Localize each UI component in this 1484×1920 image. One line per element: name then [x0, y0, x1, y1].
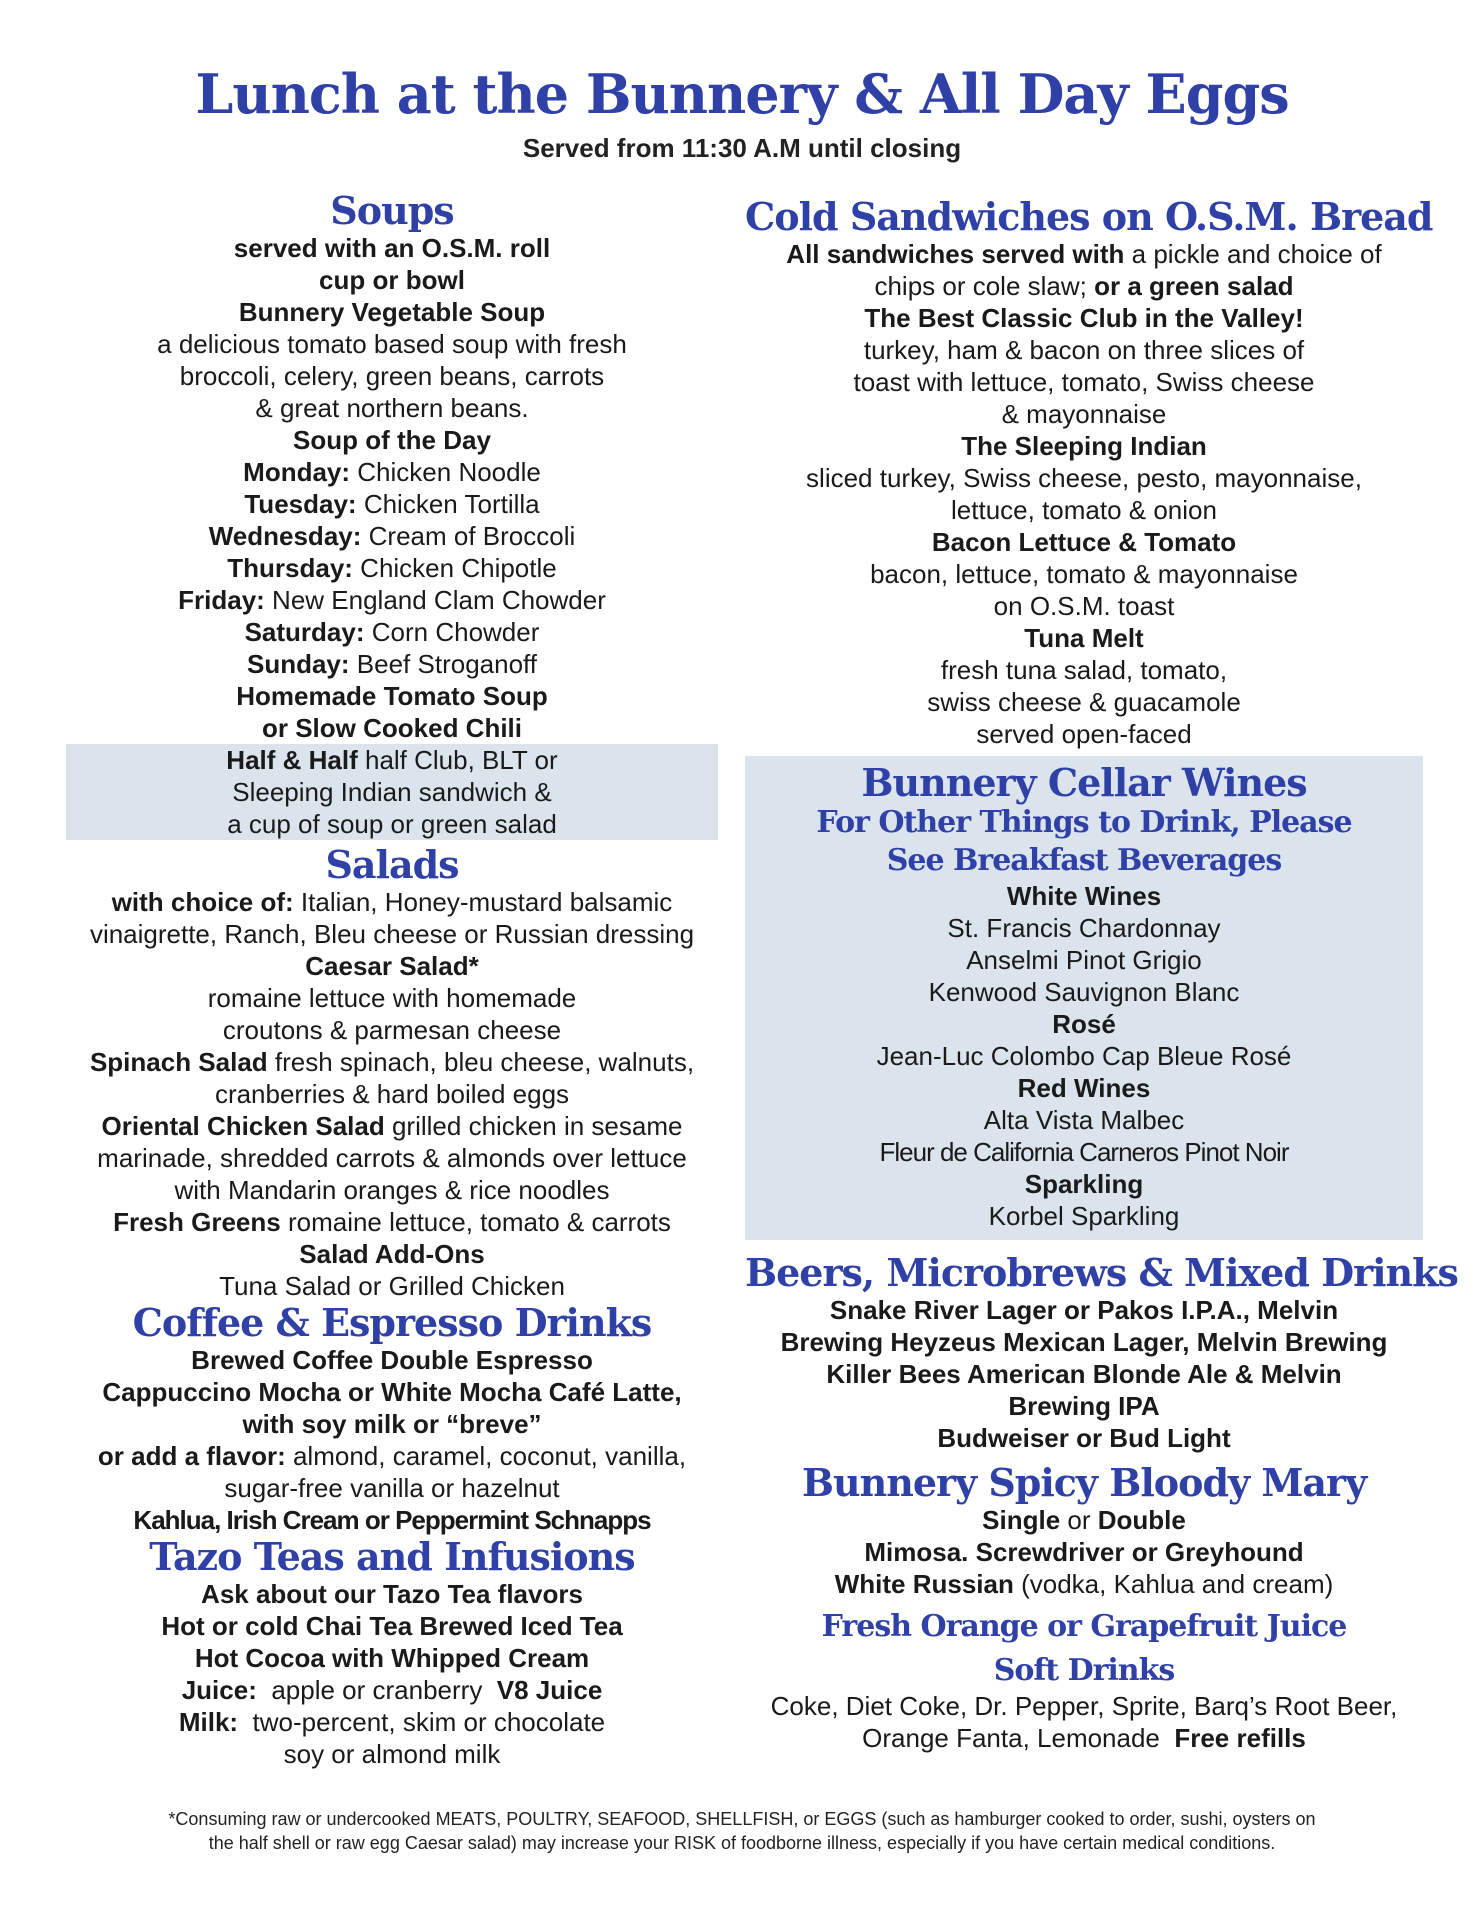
veg-soup-name: Bunnery Vegetable Soup: [238, 297, 546, 327]
tuna-desc: swiss cheese & guacamole: [927, 687, 1241, 717]
disclaimer-line: the half shell or raw egg Caesar salad) may increase your RISK of foodborne illness, especially if you have certain medical conditions.: [208, 1833, 1276, 1853]
club-desc: & mayonnaise: [1001, 399, 1167, 429]
wines-subheading: See Breakfast Beverages: [886, 843, 1282, 878]
rose-label: Rosé: [1052, 1009, 1116, 1039]
half-and-half-item: Half & Half half Club, BLT or: [226, 745, 558, 775]
tea-line: Hot or cold Chai Tea Brewed Iced Tea: [161, 1611, 623, 1641]
right-column: [745, 190, 1458, 1754]
oriental-salad-desc: with Mandarin oranges & rice noodles: [174, 1175, 610, 1205]
teas-heading: Tazo Teas and Infusions: [149, 1534, 635, 1579]
fresh-greens: Fresh Greens romaine lettuce, tomato & carrots: [113, 1207, 671, 1237]
half-and-half-desc: a cup of soup or green salad: [227, 809, 557, 839]
foodborne-disclaimer: [80, 1807, 1404, 1855]
soup-day-item: Friday: New England Clam Chowder: [178, 585, 606, 615]
coffee-liqueurs: Kahlua, Irish Cream or Peppermint Schnapps: [133, 1505, 651, 1535]
sparkling-label: Sparkling: [1024, 1169, 1144, 1199]
beer-line: Brewing IPA: [1008, 1391, 1160, 1421]
left-column: [66, 190, 718, 1770]
beer-line: Killer Bees American Blonde Ale & Melvin: [826, 1359, 1342, 1389]
red-wines-label: Red Wines: [1017, 1073, 1151, 1103]
soup-day-item: Sunday: Beef Stroganoff: [246, 649, 538, 679]
soft-drinks-heading: Soft Drinks: [993, 1653, 1175, 1688]
disclaimer-line: *Consuming raw or undercooked MEATS, POULTRY, SEAFOOD, SHELLFISH, or EGGS (such as hamburger cooked to order, sushi, oysters on: [168, 1809, 1316, 1829]
club-name: The Best Classic Club in the Valley!: [864, 303, 1304, 333]
blt-desc: bacon, lettuce, tomato & mayonnaise: [870, 559, 1298, 589]
coffee-line: Cappuccino Mocha or White Mocha Café Latte,: [102, 1377, 682, 1407]
wine-item: Alta Vista Malbec: [983, 1105, 1185, 1135]
caesar-salad-desc: romaine lettuce with homemade: [207, 983, 577, 1013]
soups-served-with: served with an O.S.M. roll: [233, 233, 551, 263]
soups-heading: Soups: [330, 188, 454, 233]
oriental-salad: Oriental Chicken Salad grilled chicken in sesame: [101, 1111, 683, 1141]
blt-name: Bacon Lettuce & Tomato: [931, 527, 1237, 557]
homemade-soup: Homemade Tomato Soup: [236, 681, 548, 711]
caesar-salad-desc: croutons & parmesan cheese: [222, 1015, 562, 1045]
beers-heading: Beers, Microbrews & Mixed Drinks: [745, 1250, 1458, 1295]
beer-line: Snake River Lager or Pakos I.P.A., Melvin: [829, 1295, 1339, 1325]
juice-line: Juice: apple or cranberry V8 Juice: [181, 1675, 603, 1705]
club-desc: turkey, ham & bacon on three slices of: [863, 335, 1305, 365]
soup-day-item: Saturday: Corn Chowder: [244, 617, 540, 647]
soup-day-item: Tuesday: Chicken Tortilla: [244, 489, 540, 519]
soup-day-item: Thursday: Chicken Chipotle: [227, 553, 557, 583]
soups-size: cup or bowl: [319, 265, 465, 295]
wine-item: Fleur de California Carneros Pinot Noir: [879, 1137, 1289, 1167]
veg-soup-desc: a delicious tomato based soup with fresh: [157, 329, 627, 359]
salad-addons-name: Salad Add-Ons: [299, 1239, 485, 1269]
veg-soup-desc: broccoli, celery, green beans, carrots: [179, 361, 605, 391]
coffee-heading: Coffee & Espresso Drinks: [132, 1300, 652, 1345]
spinach-salad: Spinach Salad fresh spinach, bleu cheese, walnuts,: [89, 1047, 695, 1077]
bloody-mary-size: Single or Double: [982, 1505, 1186, 1535]
wine-item: Anselmi Pinot Grigio: [966, 945, 1202, 975]
sandwiches-heading: Cold Sandwiches on O.S.M. Bread: [745, 194, 1433, 239]
half-and-half-box: [66, 744, 718, 840]
soft-drinks-line: Orange Fanta, Lemonade Free refills: [862, 1723, 1306, 1753]
page-subtitle: Served from 11:30 A.M until closing: [522, 133, 962, 163]
wines-subheading: For Other Things to Drink, Please: [816, 805, 1352, 840]
indian-desc: lettuce, tomato & onion: [951, 495, 1217, 525]
salad-addons-desc: Tuna Salad or Grilled Chicken: [219, 1271, 565, 1301]
wine-item: Jean-Luc Colombo Cap Bleue Rosé: [876, 1041, 1292, 1071]
white-russian-line: White Russian (vodka, Kahlua and cream): [834, 1569, 1334, 1599]
sandwich-intro: All sandwiches served with a pickle and choice of: [786, 239, 1382, 269]
soup-of-day-heading: Soup of the Day: [293, 425, 491, 455]
club-desc: toast with lettuce, tomato, Swiss cheese: [853, 367, 1315, 397]
wine-item: St. Francis Chardonnay: [947, 913, 1221, 943]
soup-day-item: Wednesday: Cream of Broccoli: [208, 521, 576, 551]
homemade-soup: or Slow Cooked Chili: [261, 713, 522, 743]
wine-item: Kenwood Sauvignon Blanc: [928, 977, 1240, 1007]
blt-desc: on O.S.M. toast: [993, 591, 1175, 621]
sandwich-intro: chips or cole slaw; or a green salad: [874, 271, 1294, 301]
half-and-half-desc: Sleeping Indian sandwich &: [232, 777, 552, 807]
white-wines-label: White Wines: [1006, 881, 1162, 911]
coffee-line: Brewed Coffee Double Espresso: [191, 1345, 593, 1375]
veg-soup-desc: & great northern beans.: [255, 393, 529, 423]
beer-line: Brewing Heyzeus Mexican Lager, Melvin Brewing: [780, 1327, 1388, 1357]
soup-day-item: Monday: Chicken Noodle: [243, 457, 541, 487]
indian-desc: sliced turkey, Swiss cheese, pesto, mayonnaise,: [806, 463, 1362, 493]
page-title: Lunch at the Bunnery & All Day Eggs: [195, 62, 1289, 126]
milk-line: Milk: two-percent, skim or chocolate: [178, 1707, 606, 1737]
salads-heading: Salads: [325, 842, 459, 887]
tea-line: Hot Cocoa with Whipped Cream: [194, 1643, 590, 1673]
dressing-choice: vinaigrette, Ranch, Bleu cheese or Russian dressing: [89, 919, 695, 949]
tuna-desc: fresh tuna salad, tomato,: [940, 655, 1228, 685]
beer-line: Budweiser or Bud Light: [937, 1423, 1231, 1453]
wine-item: Korbel Sparkling: [988, 1201, 1180, 1231]
coffee-flavor: sugar-free vanilla or hazelnut: [224, 1473, 560, 1503]
caesar-salad-name: Caesar Salad*: [305, 951, 479, 981]
oriental-salad-desc: marinade, shredded carrots & almonds over lettuce: [97, 1143, 687, 1173]
tuna-desc: served open-faced: [976, 719, 1192, 749]
soft-drinks-line: Coke, Diet Coke, Dr. Pepper, Sprite, Barq’s Root Beer,: [770, 1691, 1398, 1721]
wines-heading: Bunnery Cellar Wines: [861, 760, 1307, 805]
spinach-salad-desc: cranberries & hard boiled eggs: [214, 1079, 570, 1109]
milk-line: soy or almond milk: [283, 1739, 501, 1769]
mimosa-line: Mimosa. Screwdriver or Greyhound: [864, 1537, 1304, 1567]
coffee-line: with soy milk or “breve”: [242, 1409, 542, 1439]
wines-box: [745, 756, 1423, 1240]
tuna-name: Tuna Melt: [1024, 623, 1144, 653]
dressing-choice: with choice of: Italian, Honey-mustard balsamic: [111, 887, 673, 917]
tea-line: Ask about our Tazo Tea flavors: [201, 1579, 583, 1609]
coffee-flavor: or add a flavor: almond, caramel, coconut, vanilla,: [97, 1441, 687, 1471]
bloody-mary-heading: Bunnery Spicy Bloody Mary: [801, 1460, 1367, 1505]
fresh-juice-heading: Fresh Orange or Grapefruit Juice: [821, 1609, 1347, 1644]
indian-name: The Sleeping Indian: [961, 431, 1207, 461]
